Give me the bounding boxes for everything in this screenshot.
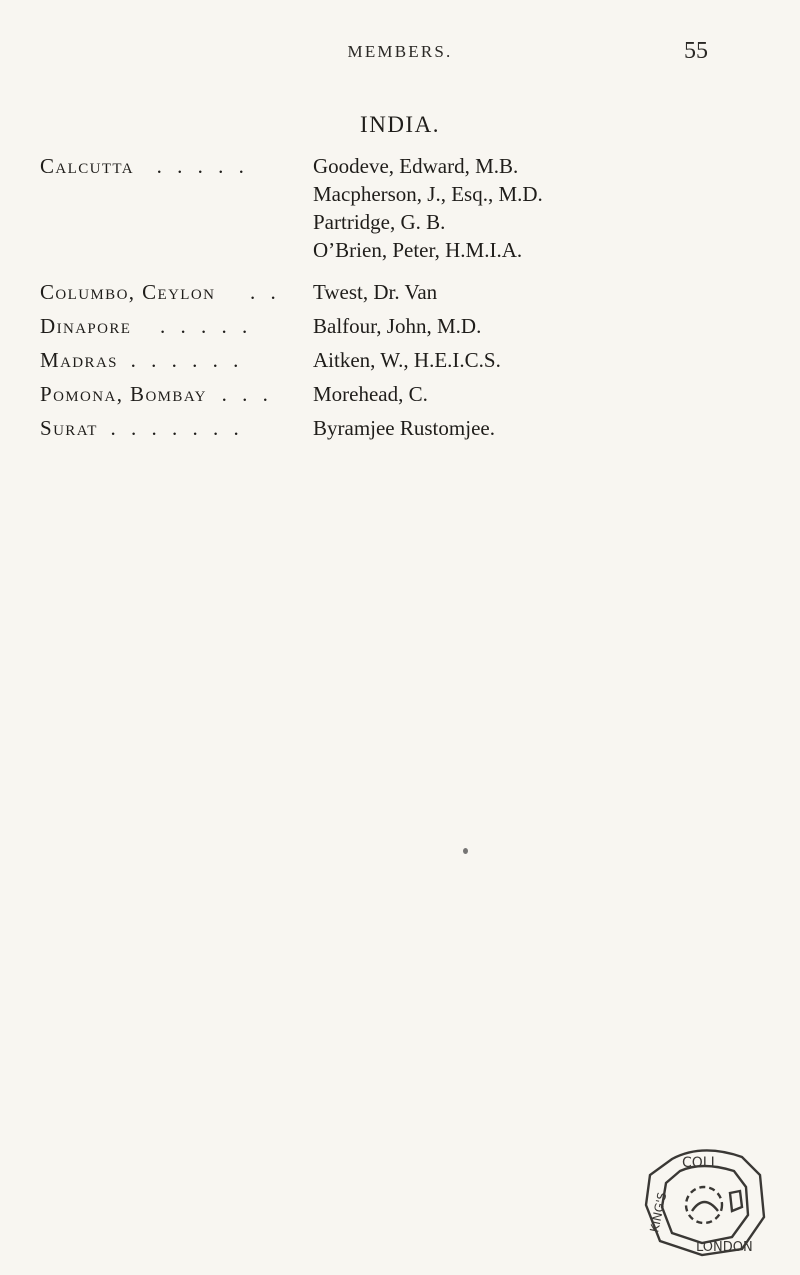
stamp-text-side: KING'S bbox=[647, 1190, 670, 1234]
member-name: O’Brien, Peter, H.M.I.A. bbox=[313, 238, 523, 262]
dot-leader: . . . . . bbox=[156, 154, 249, 178]
member-name: Balfour, John, M.D. bbox=[313, 314, 482, 338]
entry-surat bbox=[0, 414, 800, 448]
member-name: Twest, Dr. Van bbox=[313, 280, 438, 304]
stamp-text-bottom: LONDON bbox=[696, 1240, 753, 1255]
place-label: Dinapore bbox=[40, 314, 132, 338]
member-names bbox=[313, 346, 793, 374]
dot-leader: . . . bbox=[221, 382, 273, 406]
member-names bbox=[313, 380, 793, 408]
place-name bbox=[40, 414, 302, 442]
place-label: Pomona, Bombay bbox=[40, 382, 207, 406]
page-number: 55 bbox=[684, 38, 708, 64]
place-name bbox=[40, 152, 302, 180]
place-name bbox=[40, 312, 302, 340]
entry-calcutta bbox=[0, 152, 800, 278]
member-name: Morehead, C. bbox=[313, 382, 428, 406]
dot-leader: . . bbox=[250, 280, 281, 304]
place-label: Surat bbox=[40, 416, 98, 440]
place-name bbox=[40, 380, 302, 408]
place-label: Madras bbox=[40, 348, 118, 372]
member-entries bbox=[0, 152, 800, 448]
entry-columbo bbox=[0, 278, 800, 312]
dot-leader: . . . . . bbox=[160, 314, 253, 338]
stamp-text-top: COLL bbox=[682, 1155, 719, 1171]
member-name: Goodeve, Edward, M.B. bbox=[313, 154, 519, 178]
place-name bbox=[40, 278, 302, 306]
dot-leader: . . . . . . bbox=[130, 348, 244, 372]
entry-dinapore bbox=[0, 312, 800, 346]
member-name: Macpherson, J., Esq., M.D. bbox=[313, 182, 543, 206]
place-label: Calcutta bbox=[40, 154, 134, 178]
ink-speck bbox=[463, 848, 468, 854]
library-stamp-graphic bbox=[638, 1145, 766, 1257]
library-stamp-icon bbox=[638, 1145, 766, 1257]
place-name bbox=[40, 346, 302, 374]
dot-leader: . . . . . . . bbox=[110, 416, 244, 440]
page-header bbox=[0, 38, 800, 68]
member-names bbox=[313, 312, 793, 340]
member-name: Aitken, W., H.E.I.C.S. bbox=[313, 348, 501, 372]
member-names bbox=[313, 278, 793, 306]
entry-madras bbox=[0, 346, 800, 380]
member-name: Byramjee Rustomjee. bbox=[313, 416, 495, 440]
place-label: Columbo, Ceylon bbox=[40, 280, 216, 304]
member-names bbox=[313, 152, 793, 264]
member-name: Partridge, G. B. bbox=[313, 210, 446, 234]
section-title: INDIA. bbox=[360, 112, 440, 137]
entry-pomona bbox=[0, 380, 800, 414]
member-names bbox=[313, 414, 793, 442]
running-head: MEMBERS. bbox=[347, 42, 453, 61]
